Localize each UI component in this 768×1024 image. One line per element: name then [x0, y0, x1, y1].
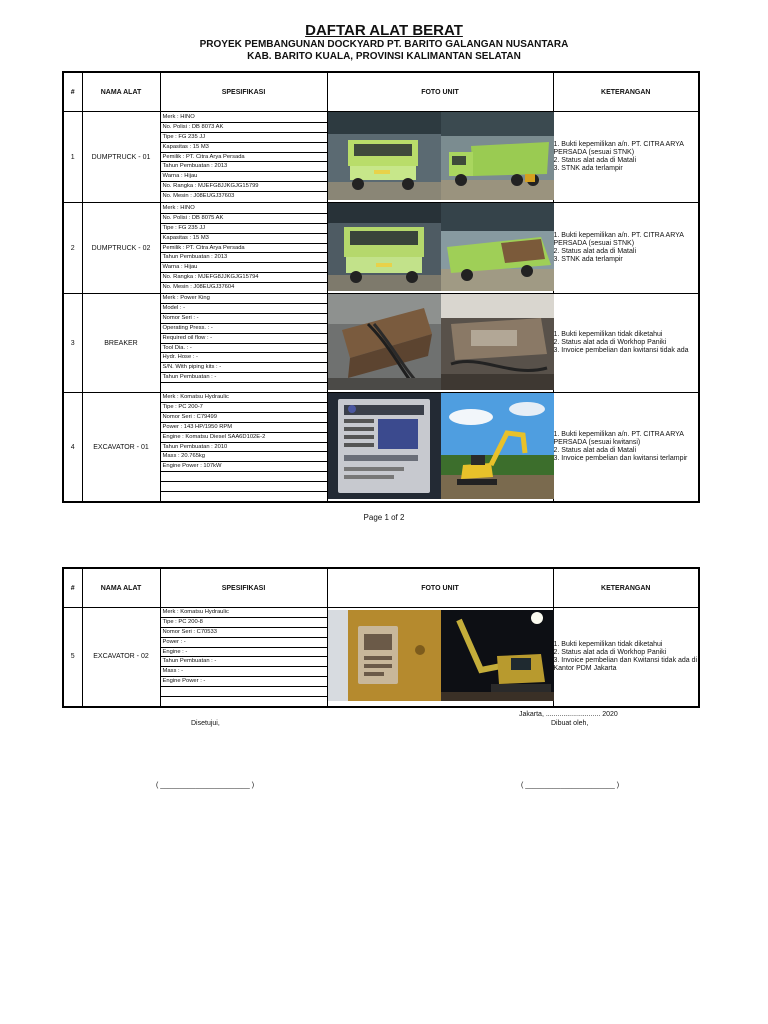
- col-header-keterangan: KETERANGAN: [553, 568, 699, 608]
- spec-line: Tipe : FG 235 JJ: [161, 133, 327, 143]
- spec-cell: [160, 112, 327, 203]
- row-number: 2: [63, 203, 82, 294]
- breaker-photo-1: [328, 294, 441, 392]
- spec-line: Tipe : PC 200-7: [161, 403, 327, 413]
- spec-cell: [160, 608, 327, 707]
- dumptruck-front-photo: [328, 112, 441, 202]
- spec-line: Merk : Komatsu Hydraulic: [161, 393, 327, 403]
- spec-line: No. Polisi : DB 8073 AK: [161, 123, 327, 133]
- spec-line: Pemilik : PT. Citra Arya Persada: [161, 153, 327, 163]
- spec-cell: [160, 393, 327, 503]
- spec-cell: [160, 294, 327, 393]
- photo-cell: [327, 393, 553, 503]
- spec-line: No. Mesin : J08EUGJ37604: [162, 284, 235, 291]
- table-header-row: [63, 72, 699, 112]
- spec-line: Merk : HINO: [161, 204, 327, 214]
- excavator-night-photo: [441, 610, 554, 703]
- photo-cell: [327, 112, 553, 203]
- spec-line: Tahun Pembuatan : -: [161, 373, 327, 383]
- spec-line: No. Polisi : DB 8075 AK: [161, 214, 327, 224]
- spec-line: Power : 143 HP/1950 RPM: [161, 423, 327, 433]
- spec-line: [161, 687, 327, 697]
- spec-line: Kapasitas : 15 M3: [161, 143, 327, 153]
- spec-line: No. Rangka : MJEFG8JJKGJG15794: [161, 273, 327, 283]
- spec-line: Engine Power : -: [161, 677, 327, 687]
- table-row: [63, 393, 699, 503]
- equipment-name: DUMPTRUCK - 01: [82, 112, 160, 203]
- nameplate-photo: [328, 393, 441, 501]
- spec-line: [161, 482, 327, 492]
- note-line: 1. Bukti kepemilikan tidak diketahui: [553, 640, 663, 648]
- spec-line: [161, 383, 327, 392]
- document-title: DAFTAR ALAT BERAT: [305, 22, 463, 39]
- spec-line: [161, 697, 327, 706]
- spec-line: Nomor Seri : C70533: [161, 628, 327, 638]
- keterangan-cell: [553, 203, 699, 294]
- equipment-name: DUMPTRUCK - 02: [82, 203, 160, 294]
- table-row: [63, 294, 699, 393]
- spec-line: Tool Dia. : -: [161, 344, 327, 354]
- photo-cell: [327, 608, 553, 707]
- dumptruck-bed-photo: [441, 203, 554, 293]
- note-line: 3. Invoice pembelian dan kwitansi tidak ada: [553, 347, 689, 354]
- spec-line: Merk : HINO: [161, 113, 327, 123]
- photo-cell: [327, 203, 553, 294]
- nameplate-photo: [328, 610, 441, 703]
- note-line: 2. Status alat ada di Matali: [553, 248, 636, 255]
- note-line: 1. Bukti kepemilikan tidak diketahui: [553, 331, 663, 338]
- equipment-table-page2: [62, 567, 700, 708]
- col-header-no: #: [63, 72, 82, 112]
- equipment-name: EXCAVATOR - 02: [82, 608, 160, 707]
- note-line: 2. Status alat ada di Workhop Paniki: [553, 648, 667, 656]
- spec-line: Engine : Komatsu Diesel SAA6D102E-2: [161, 433, 327, 443]
- col-header-foto: FOTO UNIT: [327, 568, 553, 608]
- note-line: 2. Status alat ada di Matali: [553, 157, 636, 164]
- row-number: 4: [63, 393, 82, 503]
- row-number: 1: [63, 112, 82, 203]
- spec-line: Tahun Pembuatan : -: [161, 657, 327, 667]
- equipment-name: BREAKER: [82, 294, 160, 393]
- spec-line: Merk : Power King: [161, 294, 327, 304]
- project-subtitle: PROYEK PEMBANGUNAN DOCKYARD PT. BARITO GALANGAN NUSANTARA: [199, 39, 569, 50]
- spec-line: Nomor Seri : C79499: [161, 413, 327, 423]
- approved-label: Disetujui,: [191, 720, 220, 727]
- spec-line: Hydr. Hose : -: [161, 353, 327, 363]
- note-line: 1. Bukti kepemilikan a/n. PT. CITRA ARYA PERSADA (sesuai STNK): [553, 232, 684, 247]
- col-header-no: #: [63, 568, 82, 608]
- col-header-keterangan: KETERANGAN: [553, 72, 699, 112]
- equipment-name: EXCAVATOR - 01: [82, 393, 160, 503]
- spec-line: Mass : 20.765kg: [161, 452, 327, 462]
- row-number: 5: [63, 608, 82, 707]
- excavator-photo: [441, 393, 554, 501]
- spec-line: No. Rangka : MJEFG8JJKGJG15799: [161, 182, 327, 192]
- table-row: [63, 112, 699, 203]
- spec-line: Warna : Hijau: [161, 172, 327, 182]
- note-line: 3. Invoice pembelian dan kwitansi terlampir: [553, 455, 688, 462]
- col-header-nama: NAMA ALAT: [82, 72, 160, 112]
- row-number: 3: [63, 294, 82, 393]
- signature-line-right: ( _______________________ ): [521, 782, 620, 789]
- spec-line: Power : -: [161, 638, 327, 648]
- spec-line: Engine Power : 107kW: [161, 462, 327, 472]
- spec-line: Tahun Pembuatan : 2010: [161, 443, 327, 453]
- spec-line: [161, 472, 327, 482]
- col-header-spesifikasi: SPESIFIKASI: [160, 568, 327, 608]
- spec-line: Tipe : FG 235 JJ: [161, 224, 327, 234]
- dumptruck-side-photo: [441, 112, 554, 202]
- spec-line: Operating Press. : -: [161, 324, 327, 334]
- col-header-nama: NAMA ALAT: [82, 568, 160, 608]
- table-row: [63, 203, 699, 294]
- spec-line: Tahun Pembuatan : 2013: [161, 162, 327, 172]
- note-line: 2. Status alat ada di Matali: [553, 447, 636, 454]
- note-line: 3. Invoice pembelian dan Kwitansi tidak ada di Kantor PDM Jakarta: [553, 656, 698, 672]
- page-number: Page 1 of 2: [363, 513, 405, 522]
- spec-line: Mass : -: [161, 667, 327, 677]
- spec-line: Engine : -: [161, 648, 327, 658]
- table-header-row: [63, 568, 699, 608]
- note-line: 2. Status alat ada di Workhop Paniki: [553, 339, 667, 346]
- spec-line: Tipe : PC 200-8: [161, 618, 327, 628]
- note-line: 1. Bukti kepemilikan a/n. PT. CITRA ARYA PERSADA (sesuai STNK): [553, 141, 684, 156]
- keterangan-cell: [553, 294, 699, 393]
- location-subtitle: KAB. BARITO KUALA, PROVINSI KALIMANTAN SELATAN: [247, 51, 521, 62]
- note-line: 3. STNK ada terlampir: [553, 256, 623, 263]
- note-line: 3. STNK ada terlampir: [553, 165, 623, 172]
- prepared-label: Dibuat oleh,: [551, 720, 589, 727]
- spec-line: Model : -: [161, 304, 327, 314]
- dumptruck-front-photo: [328, 203, 441, 293]
- spec-line: Tahun Pembuatan : 2013: [161, 253, 327, 263]
- place-date: Jakarta, ............................ 2020: [519, 711, 618, 718]
- spec-line: Merk : Komatsu Hydraulic: [161, 608, 327, 618]
- equipment-table-page1: [62, 71, 700, 503]
- spec-line: Nomor Seri : -: [161, 314, 327, 324]
- spec-line: No. Mesin : J08EUGJ37603: [162, 193, 235, 200]
- spec-line: Required oil flow : -: [161, 334, 327, 344]
- spec-line: Warna : Hijau: [161, 263, 327, 273]
- signature-line-left: ( _______________________ ): [156, 782, 255, 789]
- note-line: 1. Bukti kepemilikan a/n. PT. CITRA ARYA PERSADA (sesuai kwitansi): [553, 431, 684, 446]
- col-header-spesifikasi: SPESIFIKASI: [160, 72, 327, 112]
- table-row: [63, 608, 699, 707]
- spec-line: S/N. With piping kits : -: [161, 363, 327, 373]
- photo-cell: [327, 294, 553, 393]
- keterangan-cell: [553, 112, 699, 203]
- spec-line: [161, 492, 327, 501]
- spec-line: Pemilik : PT. Citra Arya Persada: [161, 244, 327, 254]
- spec-line: Kapasitas : 15 M3: [161, 234, 327, 244]
- breaker-photo-2: [441, 294, 554, 392]
- keterangan-cell: [553, 393, 699, 503]
- keterangan-cell: [553, 608, 699, 707]
- col-header-foto: FOTO UNIT: [327, 72, 553, 112]
- spec-cell: [160, 203, 327, 294]
